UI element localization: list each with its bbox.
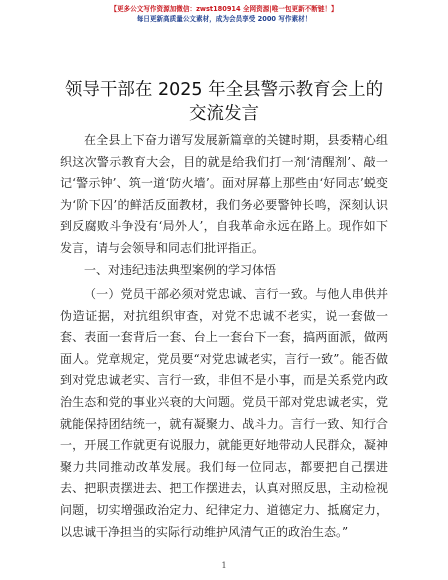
- banner-line-1: 【更多公文写作资源加微信：zwst180914 全网资源|唯一包更新不断链！】: [110, 5, 338, 13]
- promo-banner: [0, 4, 448, 24]
- page-number: 1: [221, 561, 227, 570]
- section-heading: 一、对违纪违法典型案例的学习体悟: [84, 263, 277, 277]
- banner-line-2: 每日更新高质量公文素材，成为会员享受 2000 写作素材！: [136, 15, 312, 23]
- document-title: 领导干部在 2025 年全县警示教育会上的交流发言: [64, 80, 384, 124]
- intro-paragraph: 在全县上下奋力谱写发展新篇章的关键时期，县委精心组织这次警示教育大会，目的就是给我们打一剂‘清醒剂’、敲一记‘警示钟’、筑一道‘防火墙’。面对屏幕上那些由‘好同志’蜕变为‘阶下囚’的鲜活反面教材，我们务必要警钟长鸣，深刻认识到反腐败斗争没有‘局外人’，自我革命永远在路上。现作如下发言，请与会领导和同志们批评指正。: [60, 133, 388, 255]
- section-paragraph: （一）党员干部必须对党忠诚、言行一致。与他人串供并伪造证据，对抗组织审查，对党不忠诚不老实，说一套做一套、表面一套背后一套、台上一套台下一套，搞两面派，做两面人。党章规定，党员要“对党忠诚老实，言行一致”。能否做到对党忠诚老实、言行一致，非但不是小事，而是关系党内政治生态和党的事业兴衰的大问题。党员干部对党忠诚老实，党就能保持团结统一，就有凝聚力、战斗力。言行一致、知行合一，开展工作就更有说服力，就能更好地带动人民群众，凝神聚力共同推动改革发展。我们每一位同志，都要把自己摆进去、把职责摆进去、把工作摆进去，认真对照反思，主动检视问题，切实增强政治定力、纪律定力、道德定力、抵腐定力，以忠诚干净担当的实际行动维护风清气正的政治生态。”: [60, 287, 388, 539]
